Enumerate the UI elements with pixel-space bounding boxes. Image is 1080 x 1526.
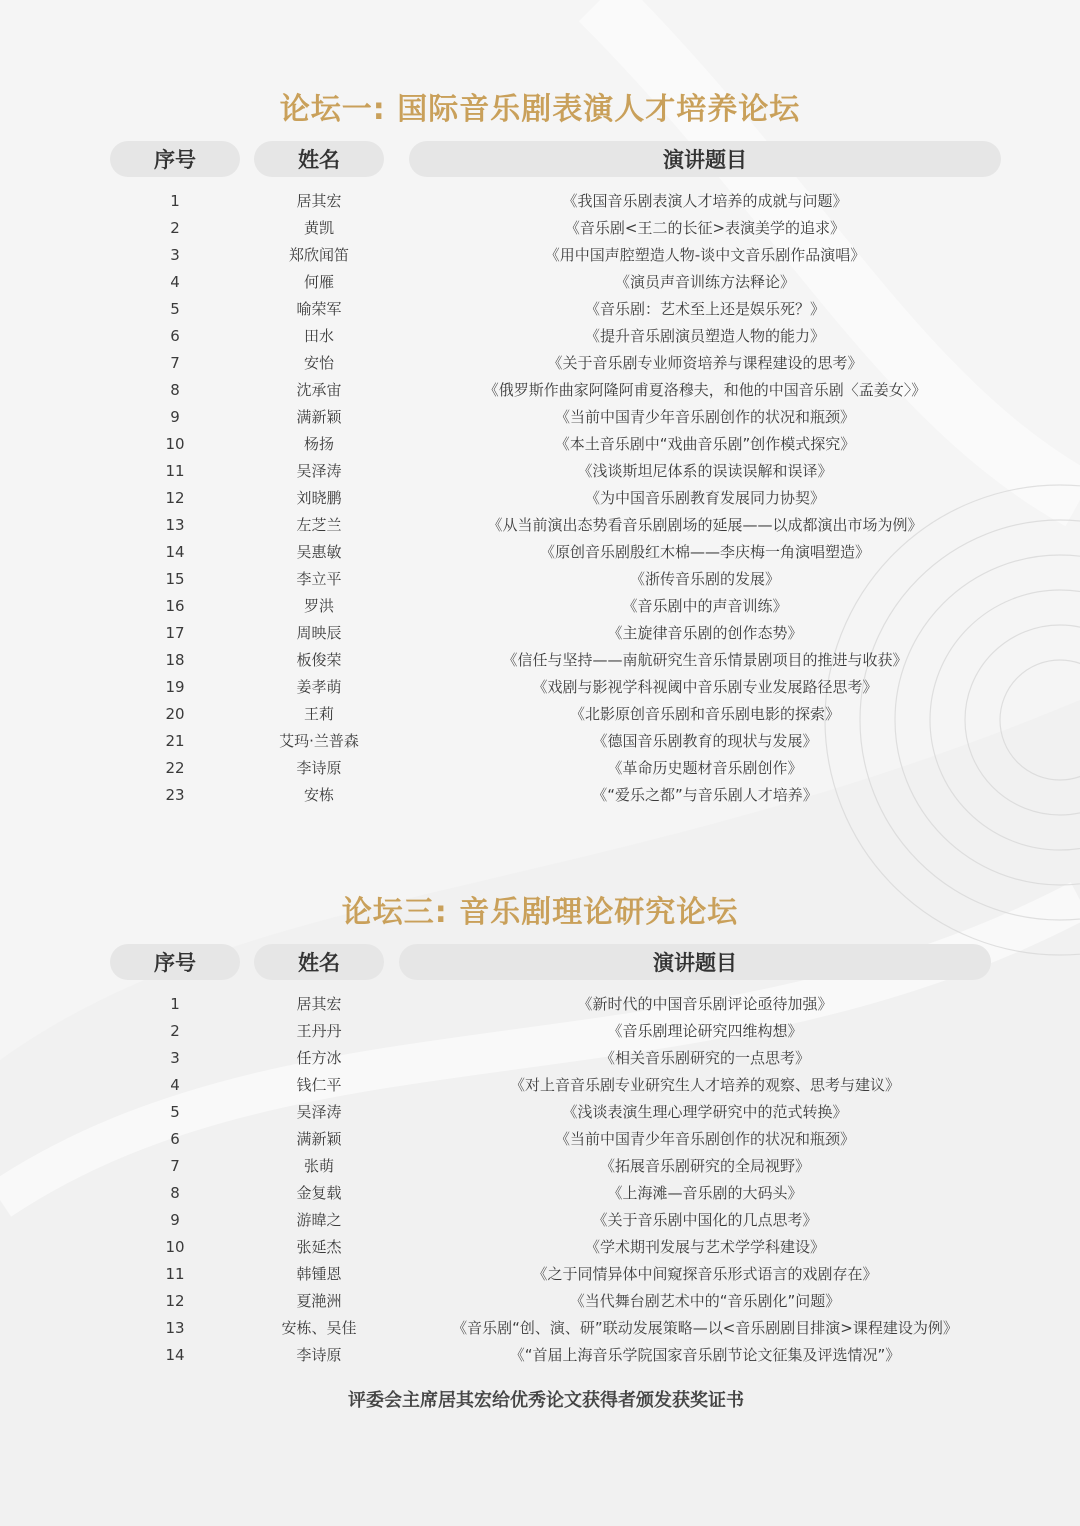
table-row [0, 674, 1080, 701]
forum1-header-num: 序号 [110, 141, 240, 177]
speaker-name: 杨扬 [303, 435, 334, 453]
forum1-table [0, 188, 1080, 809]
speech-topic: 《拓展音乐剧研究的全局视野》 [599, 1157, 810, 1175]
speaker-name: 王莉 [303, 705, 334, 723]
table-row [0, 188, 1080, 215]
row-number: 22 [165, 759, 185, 777]
speech-topic: 《当前中国青少年音乐剧创作的状况和瓶颈》 [554, 1130, 855, 1148]
speaker-name: 张萌 [303, 1157, 334, 1175]
table-row [0, 647, 1080, 674]
speech-topic: 《音乐剧<王二的长征>表演美学的追求》 [564, 219, 846, 237]
speech-topic: 《浅谈表演生理心理学研究中的范式转换》 [562, 1103, 848, 1121]
table-row [0, 485, 1080, 512]
forum3-header-name: 姓名 [254, 944, 384, 980]
speaker-name: 吴惠敏 [296, 543, 342, 561]
row-number: 10 [165, 435, 185, 453]
table-row [0, 431, 1080, 458]
speech-topic: 《北影原创音乐剧和音乐剧电影的探索》 [569, 705, 840, 723]
speech-topic: 《当前中国青少年音乐剧创作的状况和瓶颈》 [554, 408, 855, 426]
row-number: 3 [170, 246, 180, 264]
photo-caption: 评委会主席居其宏给优秀论文获得者颁发获奖证书 [348, 1390, 744, 1411]
speech-topic: 《相关音乐剧研究的一点思考》 [599, 1049, 810, 1067]
speaker-name: 田水 [303, 327, 334, 345]
speaker-name: 满新颖 [296, 408, 342, 426]
row-number: 12 [165, 489, 185, 507]
speaker-name: 郑欣闻笛 [288, 246, 349, 264]
table-row [0, 728, 1080, 755]
row-number: 9 [170, 1211, 180, 1229]
speaker-name: 吴泽涛 [296, 462, 342, 480]
speech-topic: 《从当前演出态势看音乐剧剧场的延展——以成都演出市场为例》 [487, 516, 923, 534]
speaker-name: 李立平 [296, 570, 342, 588]
speaker-name: 安栋、吴佳 [281, 1319, 357, 1337]
speaker-name: 满新颖 [296, 1130, 342, 1148]
table-row [0, 269, 1080, 296]
speaker-name: 钱仁平 [296, 1076, 342, 1094]
speech-topic: 《提升音乐剧演员塑造人物的能力》 [584, 327, 825, 345]
table-row [0, 1234, 1080, 1261]
table-row [0, 1315, 1080, 1342]
speech-topic: 《之于同情异体中间窥探音乐形式语言的戏剧存在》 [532, 1265, 878, 1283]
speaker-name: 喻荣军 [296, 300, 342, 318]
row-number: 19 [165, 678, 185, 696]
row-number: 14 [165, 1346, 185, 1364]
row-number: 14 [165, 543, 185, 561]
speaker-name: 板俊荣 [296, 651, 342, 669]
speech-topic: 《俄罗斯作曲家阿隆阿甫夏洛穆夫，和他的中国音乐剧〈孟姜女〉》 [483, 381, 927, 399]
forum3-header-topic: 演讲题目 [399, 944, 991, 980]
speaker-name: 游暐之 [296, 1211, 342, 1229]
speaker-name: 黄凯 [303, 219, 334, 237]
speech-topic: 《浅谈斯坦尼体系的误读误解和误译》 [577, 462, 833, 480]
row-number: 20 [165, 705, 185, 723]
row-number: 13 [165, 516, 185, 534]
table-row [0, 1288, 1080, 1315]
speaker-name: 艾玛·兰普森 [279, 732, 359, 750]
speaker-name: 刘晓鹏 [296, 489, 342, 507]
row-number: 21 [165, 732, 185, 750]
table-row [0, 1099, 1080, 1126]
speech-topic: 《当代舞台剧艺术中的“音乐剧化”问题》 [569, 1292, 841, 1310]
speech-topic: 《用中国声腔塑造人物-谈中文音乐剧作品演唱》 [544, 246, 866, 264]
speaker-name: 夏滟洲 [296, 1292, 342, 1310]
speaker-name: 任方冰 [296, 1049, 342, 1067]
row-number: 13 [165, 1319, 185, 1337]
speech-topic: 《“爱乐之都”与音乐剧人才培养》 [592, 786, 818, 804]
table-row [0, 1180, 1080, 1207]
speaker-name: 居其宏 [296, 995, 342, 1013]
table-row [0, 404, 1080, 431]
speech-topic: 《音乐剧“创、演、研”联动发展策略—以<音乐剧剧目排演>课程建设为例》 [452, 1319, 958, 1337]
speaker-name: 沈承宙 [296, 381, 342, 399]
speaker-name: 吴泽涛 [296, 1103, 342, 1121]
speaker-name: 左芝兰 [296, 516, 342, 534]
speech-topic: 《信任与坚持——南航研究生音乐情景剧项目的推进与收获》 [502, 651, 908, 669]
row-number: 16 [165, 597, 185, 615]
forum1-header-topic: 演讲题目 [409, 141, 1001, 177]
speaker-name: 李诗原 [296, 759, 342, 777]
table-row [0, 458, 1080, 485]
table-row [0, 991, 1080, 1018]
table-row [0, 377, 1080, 404]
row-number: 4 [170, 273, 180, 291]
speaker-name: 姜孝萌 [296, 678, 342, 696]
row-number: 6 [170, 1130, 180, 1148]
table-row [0, 593, 1080, 620]
speech-topic: 《音乐剧：艺术至上还是娱乐死？》 [584, 300, 825, 318]
speaker-name: 王丹丹 [296, 1022, 342, 1040]
row-number: 17 [165, 624, 185, 642]
row-number: 3 [170, 1049, 180, 1067]
speaker-name: 韩锺恩 [296, 1265, 342, 1283]
speech-topic: 《上海滩—音乐剧的大码头》 [607, 1184, 803, 1202]
speech-topic: 《戏剧与影视学科视阈中音乐剧专业发展路径思考》 [532, 678, 878, 696]
table-row [0, 215, 1080, 242]
row-number: 9 [170, 408, 180, 426]
row-number: 15 [165, 570, 185, 588]
speech-topic: 《音乐剧理论研究四维构想》 [607, 1022, 803, 1040]
speaker-name: 周映辰 [296, 624, 342, 642]
table-row [0, 1018, 1080, 1045]
speech-topic: 《为中国音乐剧教育发展同力协契》 [584, 489, 825, 507]
row-number: 7 [170, 1157, 180, 1175]
table-row [0, 512, 1080, 539]
table-row [0, 1045, 1080, 1072]
table-row [0, 1261, 1080, 1288]
speech-topic: 《本土音乐剧中“戏曲音乐剧”创作模式探究》 [554, 435, 856, 453]
row-number: 10 [165, 1238, 185, 1256]
table-row [0, 323, 1080, 350]
speaker-name: 罗洪 [303, 597, 334, 615]
table-row [0, 755, 1080, 782]
forum1-header-name: 姓名 [254, 141, 384, 177]
row-number: 6 [170, 327, 180, 345]
forum3-table [0, 991, 1080, 1369]
row-number: 11 [165, 462, 185, 480]
speech-topic: 《原创音乐剧殷红木棉——李庆梅一角演唱塑造》 [539, 543, 870, 561]
forum1-title: 论坛一: 国际音乐剧表演人才培养论坛 [279, 92, 801, 127]
speaker-name: 居其宏 [296, 192, 342, 210]
row-number: 4 [170, 1076, 180, 1094]
table-row [0, 539, 1080, 566]
table-row [0, 296, 1080, 323]
forum3-header-num: 序号 [110, 944, 240, 980]
row-number: 2 [170, 1022, 180, 1040]
speech-topic: 《新时代的中国音乐剧评论亟待加强》 [577, 995, 833, 1013]
forum3-title: 论坛三: 音乐剧理论研究论坛 [341, 895, 739, 930]
row-number: 1 [170, 192, 180, 210]
speaker-name: 何雁 [303, 273, 334, 291]
table-row [0, 350, 1080, 377]
table-row [0, 1207, 1080, 1234]
table-row [0, 566, 1080, 593]
table-row [0, 1153, 1080, 1180]
speaker-name: 金复载 [296, 1184, 342, 1202]
speech-topic: 《关于音乐剧专业师资培养与课程建设的思考》 [547, 354, 863, 372]
speaker-name: 张延杰 [296, 1238, 342, 1256]
speech-topic: 《关于音乐剧中国化的几点思考》 [592, 1211, 818, 1229]
speaker-name: 李诗原 [296, 1346, 342, 1364]
speech-topic: 《对上音音乐剧专业研究生人才培养的观察、思考与建议》 [509, 1076, 900, 1094]
speech-topic: 《我国音乐剧表演人才培养的成就与问题》 [562, 192, 848, 210]
row-number: 18 [165, 651, 185, 669]
row-number: 12 [165, 1292, 185, 1310]
table-row [0, 242, 1080, 269]
speaker-name: 安栋 [303, 786, 334, 804]
table-row [0, 1126, 1080, 1153]
table-row [0, 1342, 1080, 1369]
table-row [0, 782, 1080, 809]
table-row [0, 1072, 1080, 1099]
speech-topic: 《主旋律音乐剧的创作态势》 [607, 624, 803, 642]
row-number: 8 [170, 1184, 180, 1202]
speech-topic: 《德国音乐剧教育的现状与发展》 [592, 732, 818, 750]
table-row [0, 701, 1080, 728]
row-number: 2 [170, 219, 180, 237]
row-number: 5 [170, 300, 180, 318]
speech-topic: 《演员声音训练方法释论》 [614, 273, 795, 291]
speech-topic: 《浙传音乐剧的发展》 [629, 570, 780, 588]
table-row [0, 620, 1080, 647]
row-number: 8 [170, 381, 180, 399]
speaker-name: 安怡 [303, 354, 334, 372]
row-number: 11 [165, 1265, 185, 1283]
speech-topic: 《音乐剧中的声音训练》 [622, 597, 788, 615]
row-number: 5 [170, 1103, 180, 1121]
speech-topic: 《学术期刊发展与艺术学学科建设》 [584, 1238, 825, 1256]
row-number: 23 [165, 786, 185, 804]
speech-topic: 《“首届上海音乐学院国家音乐剧节论文征集及评选情况”》 [509, 1346, 901, 1364]
speech-topic: 《革命历史题材音乐剧创作》 [607, 759, 803, 777]
row-number: 7 [170, 354, 180, 372]
row-number: 1 [170, 995, 180, 1013]
